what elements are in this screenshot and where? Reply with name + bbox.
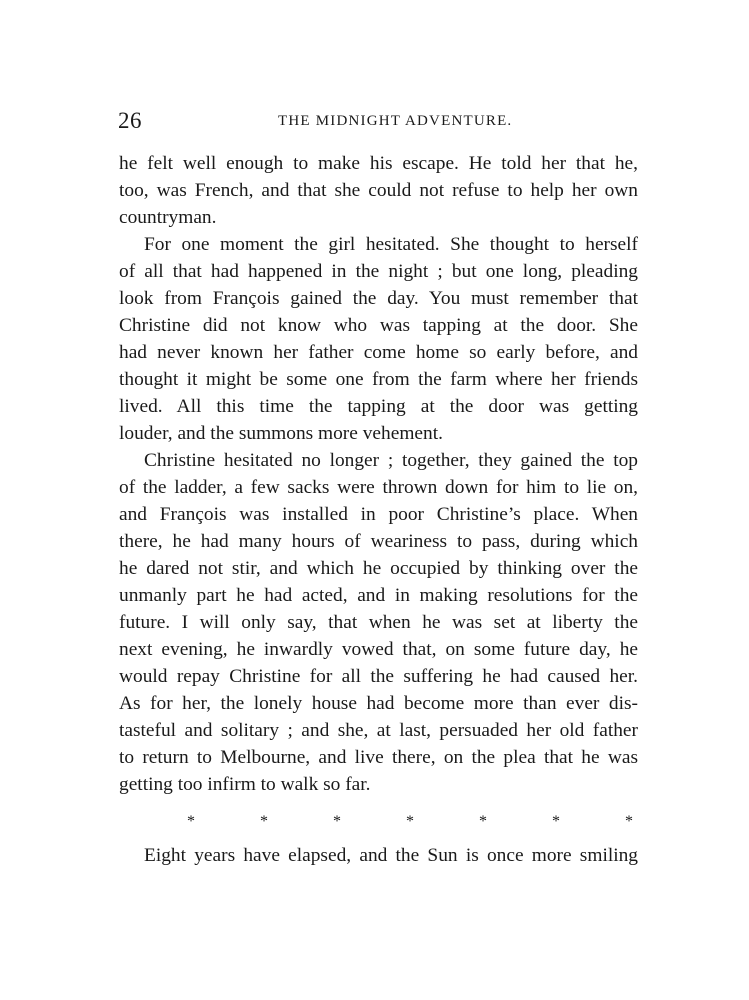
text-line: Christine did not know who was tapping at the door. She [119, 315, 638, 336]
final-paragraph [119, 842, 638, 869]
text-line: louder, and the summons more vehement. [119, 423, 443, 444]
asterisk-mark: * [479, 813, 487, 830]
page-number: 26 [118, 108, 142, 133]
text-line: of the ladder, a few sacks were thrown down for him to lie on, [119, 477, 638, 498]
text-line: getting too infirm to walk so far. [119, 774, 371, 795]
paragraph-2 [119, 231, 638, 447]
asterisk-mark: * [187, 813, 195, 830]
text-line: would repay Christine for all the suffering he had caused her. [119, 666, 638, 687]
asterisk-mark: * [260, 813, 268, 830]
body-text [119, 150, 638, 798]
asterisk-mark: * [333, 813, 341, 830]
text-line: Eight years have elapsed, and the Sun is once more smiling [144, 845, 638, 866]
paragraph-3 [119, 447, 638, 798]
text-line: For one moment the girl hesitated. She thought to herself [144, 234, 638, 255]
text-line: countryman. [119, 207, 217, 228]
text-line: there, he had many hours of weariness to pass, during which [119, 531, 638, 552]
text-line: he felt well enough to make his escape. He told her that he, [119, 153, 638, 174]
text-line: had never known her father come home so early before, and [119, 342, 638, 363]
asterisk-mark: * [552, 813, 560, 830]
running-title: THE MIDNIGHT ADVENTURE. [278, 113, 513, 129]
text-line: As for her, the lonely house had become more than ever dis- [119, 693, 638, 714]
text-line: future. I will only say, that when he was set at liberty the [119, 612, 638, 633]
text-line: look from François gained the day. You must remember that [119, 288, 638, 309]
asterisk-mark: * [625, 813, 633, 830]
paragraph-1 [119, 150, 638, 231]
text-line: tasteful and solitary ; and she, at last, persuaded her old father [119, 720, 638, 741]
text-line: next evening, he inwardly vowed that, on some future day, he [119, 639, 638, 660]
text-line: and François was installed in poor Christine’s place. When [119, 504, 638, 525]
asterisk-mark: * [406, 813, 414, 830]
text-line: thought it might be some one from the farm where her friends [119, 369, 638, 390]
text-line: lived. All this time the tapping at the door was getting [119, 396, 638, 417]
text-line: to return to Melbourne, and live there, on the plea that he was [119, 747, 638, 768]
text-line: unmanly part he had acted, and in making resolutions for the [119, 585, 638, 606]
section-break [185, 812, 635, 832]
text-line: of all that had happened in the night ; but one long, pleading [119, 261, 638, 282]
running-head [118, 106, 638, 136]
text-line: too, was French, and that she could not refuse to help her own [119, 180, 638, 201]
text-line: Christine hesitated no longer ; together, they gained the top [144, 450, 638, 471]
text-line: he dared not stir, and which he occupied by thinking over the [119, 558, 638, 579]
